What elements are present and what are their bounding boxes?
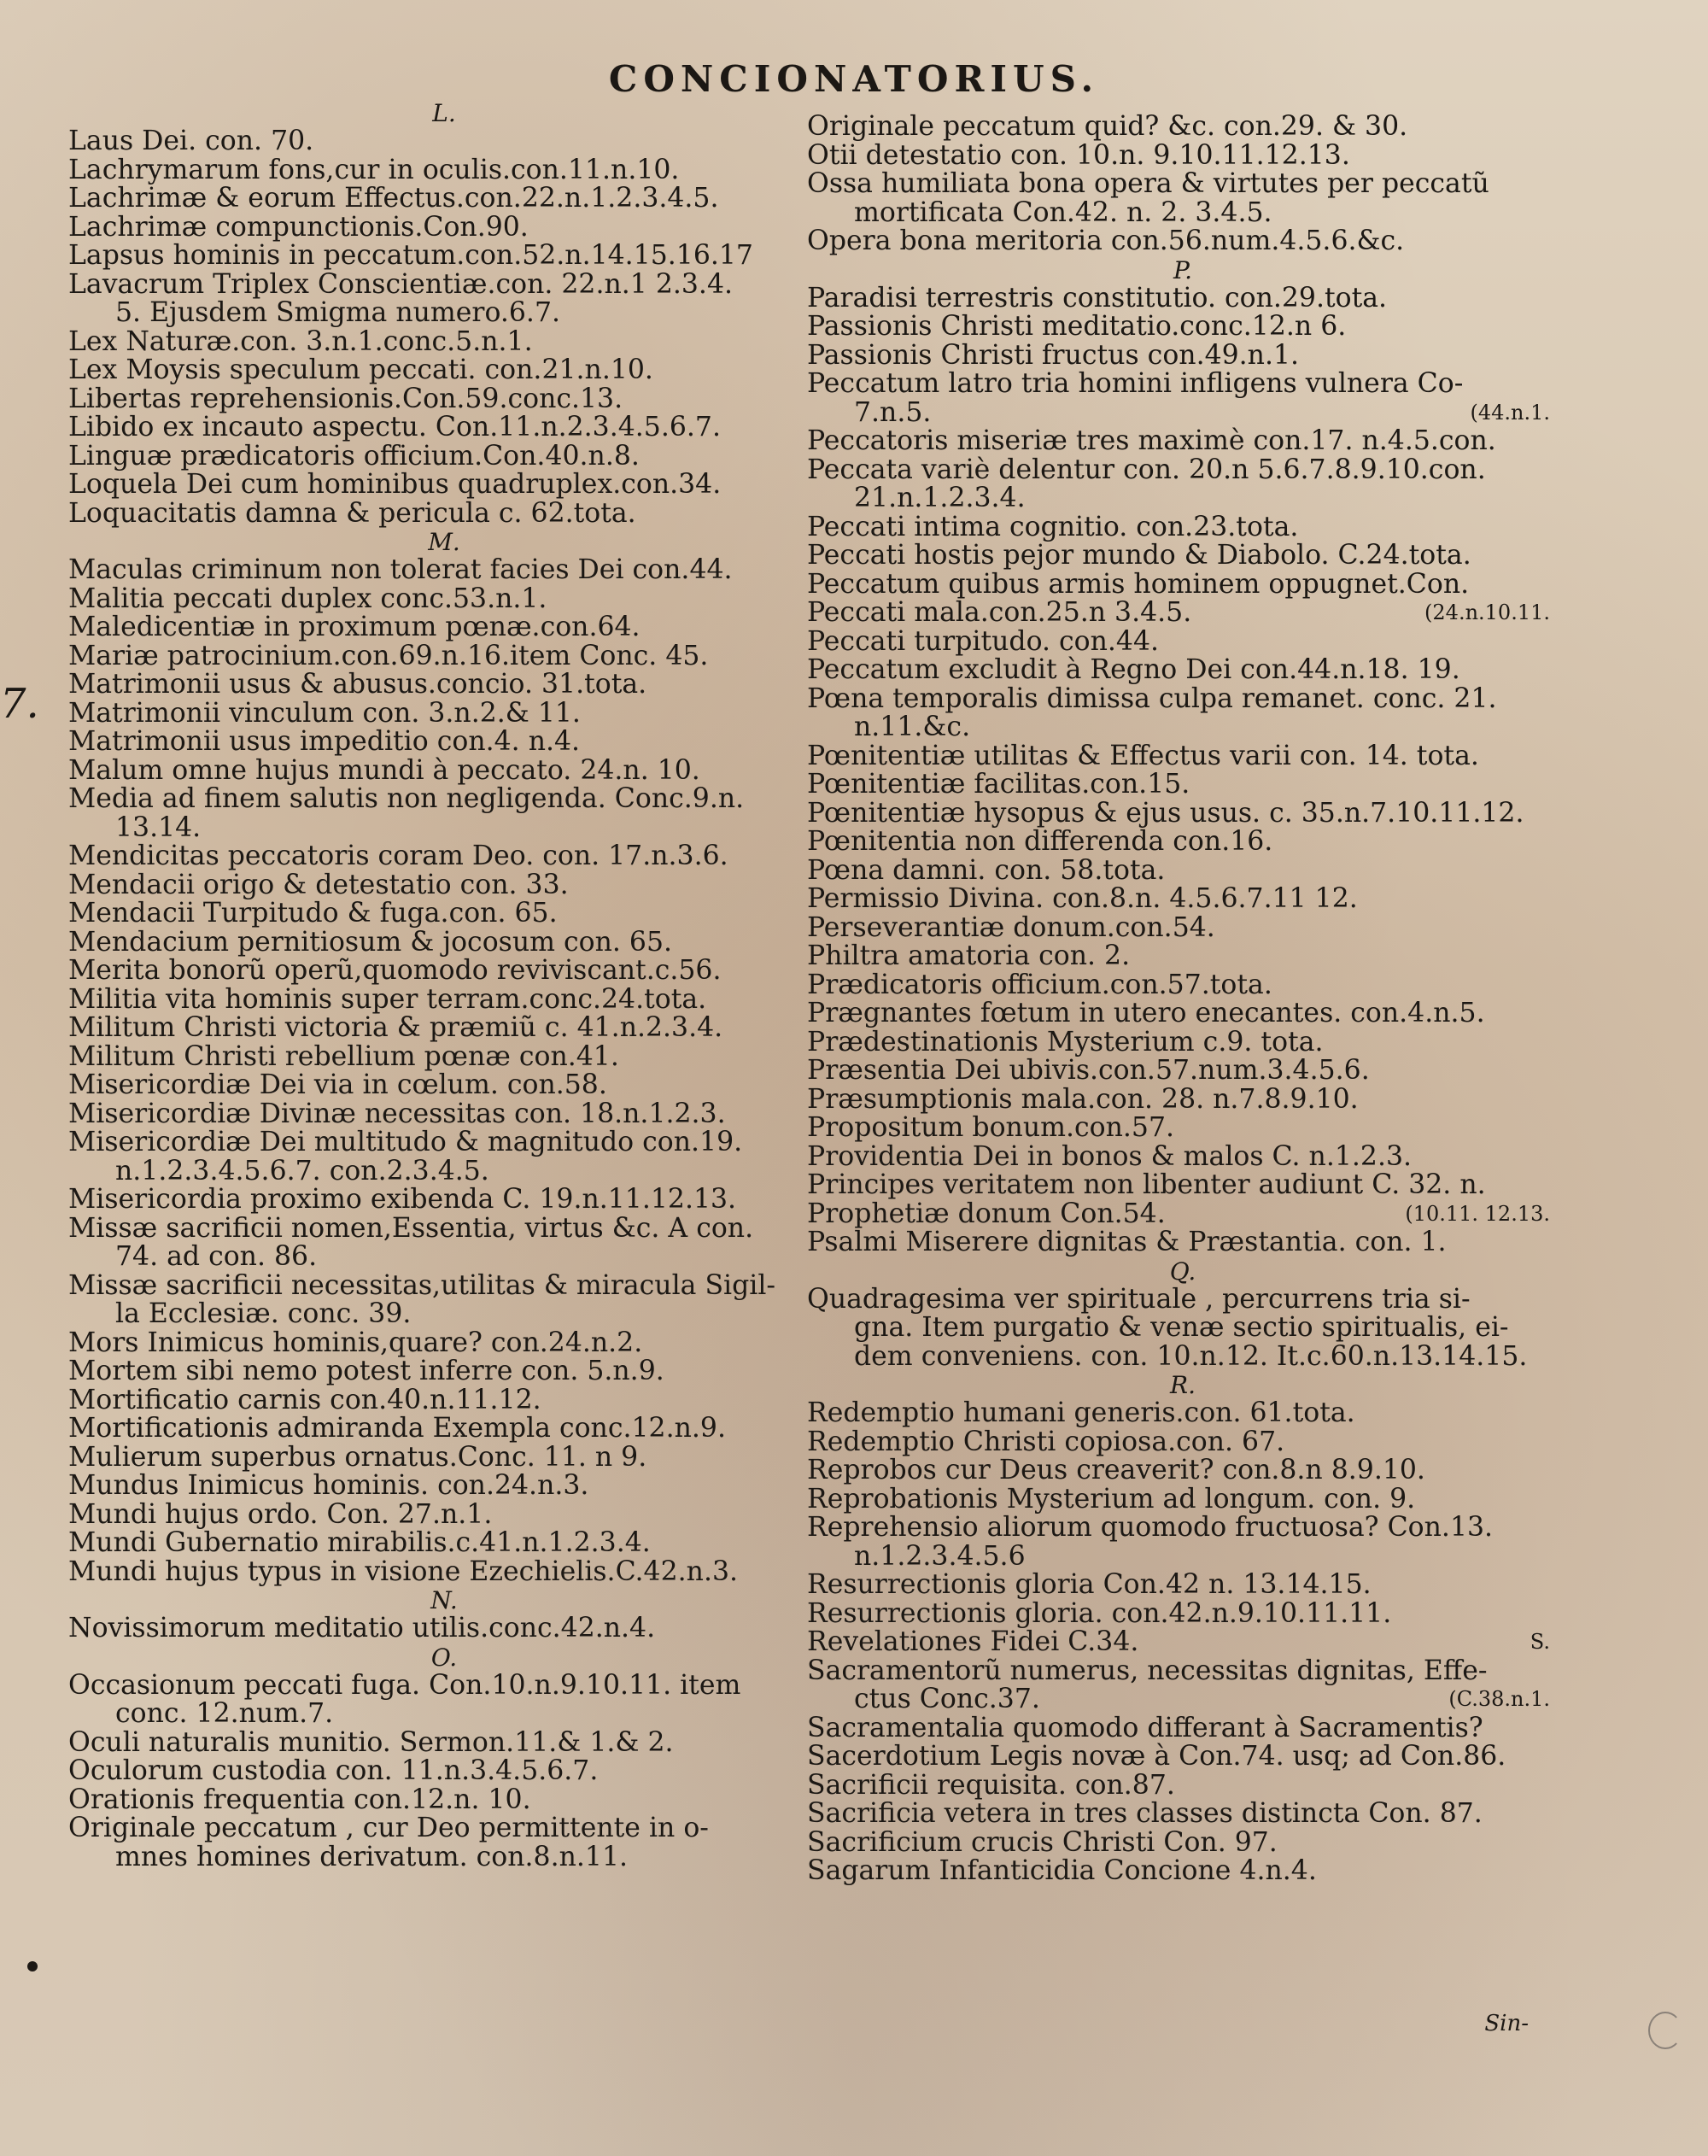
index-entry: [68, 1272, 820, 1301]
index-entry: [68, 413, 820, 442]
entry-text: Providentia Dei in bonos & malos C. n.1.2.3.: [807, 1142, 1413, 1171]
entry-text: Malum omne hujus mundi à peccato. 24.n. 10.: [68, 756, 700, 785]
entry-text: O.: [430, 1643, 458, 1672]
entry-text: Sagarum Infanticidia Concione 4.n.4.: [807, 1857, 1317, 1886]
entry-text: 21.n.1.2.3.4.: [854, 484, 1026, 513]
entry-text: Peccati hostis pejor mundo & Diabolo. C.24.tota.: [807, 542, 1471, 571]
entry-overflow-ref: (44.n.1.: [1470, 400, 1550, 425]
index-entry-continuation: [68, 1157, 820, 1186]
index-entry-continuation: [807, 484, 1559, 513]
entry-text: Philtra amatoria con. 2.: [807, 942, 1131, 971]
index-entry: [807, 1057, 1559, 1086]
index-entry-continuation: [68, 1243, 820, 1272]
index-entry: [807, 170, 1559, 199]
index-entry-continuation: [68, 1700, 820, 1729]
index-entry: [68, 385, 820, 414]
index-entry: [68, 613, 820, 642]
index-entry: [807, 1143, 1559, 1172]
entry-text: Propositum bonum.con.57.: [807, 1114, 1175, 1143]
entry-text: Sacramentalia quomodo differant à Sacramentis?: [807, 1714, 1483, 1743]
entry-text: gna. Item purgatio & venæ sectio spiritualis, ei-: [854, 1314, 1509, 1343]
entry-text: Pœna damni. con. 58.tota.: [807, 856, 1166, 885]
index-entry: [68, 1100, 820, 1129]
index-entry: [68, 1215, 820, 1244]
entry-text: Redemptio Christi copiosa.con. 67.: [807, 1427, 1285, 1456]
index-entry: [68, 1071, 820, 1100]
index-entry: [68, 185, 820, 214]
entry-text: conc. 12.num.7.: [115, 1700, 334, 1729]
entry-text: mnes homines derivatum. con.8.n.11.: [115, 1843, 628, 1872]
entry-text: Prædicatoris officium.con.57.tota.: [807, 970, 1272, 999]
index-entry: [68, 271, 820, 300]
entry-text: Pœnitentiæ utilitas & Effectus varii con. 14. tota.: [807, 741, 1479, 770]
entry-text: Laus Dei. con. 70.: [68, 127, 314, 156]
index-entry-continuation: [68, 1843, 820, 1872]
entry-text: Sacerdotium Legis novæ à Con.74. usq; ad Con.86.: [807, 1743, 1506, 1772]
entry-text: Militum Christi rebellium pœnæ con.41.: [68, 1042, 619, 1071]
entry-text: Orationis frequentia con.12.n. 10.: [68, 1785, 531, 1814]
entry-text: Prophetiæ donum Con.54.: [807, 1199, 1166, 1228]
index-entry: [807, 1714, 1559, 1743]
entry-text: Mundi Gubernatio mirabilis.c.41.n.1.2.3.4.: [68, 1529, 651, 1558]
index-entry: [68, 1529, 820, 1558]
index-entry: [807, 1428, 1559, 1457]
entry-text: Mundi hujus ordo. Con. 27.n.1.: [68, 1500, 493, 1529]
entry-text: Præsentia Dei ubivis.con.57.num.3.4.5.6.: [807, 1057, 1370, 1086]
index-entry: [68, 700, 820, 729]
index-entry: [68, 1386, 820, 1415]
entry-text: Sacramentorũ numerus, necessitas dignitas, Effe-: [807, 1656, 1488, 1685]
index-entry: [807, 427, 1559, 456]
index-entry: [68, 1043, 820, 1072]
entry-text: Reprehensio aliorum quomodo fructuosa? Con.13.: [807, 1514, 1494, 1543]
entry-text: Mors Inimicus hominis,quare? con.24.n.2.: [68, 1328, 643, 1357]
index-entry-continuation: [68, 299, 820, 328]
running-header: CONCIONATORIUS.: [608, 58, 1100, 100]
index-entry: [68, 728, 820, 757]
index-entry: [68, 1472, 820, 1501]
index-entry: [807, 113, 1559, 142]
entry-text: Originale peccatum , cur Deo permittente in o-: [68, 1814, 709, 1843]
entry-text: Opera bona meritoria con.56.num.4.5.6.&c.: [807, 227, 1405, 256]
index-entry: [68, 1357, 820, 1386]
entry-text: n.11.&c.: [854, 713, 971, 742]
entry-text: Lavacrum Triplex Conscientiæ.con. 22.n.1 2.3.4.: [68, 270, 733, 299]
section-letter: [68, 1586, 820, 1614]
entry-text: Mortificationis admiranda Exempla conc.12.n.9.: [68, 1415, 726, 1444]
index-entry: [68, 1614, 820, 1643]
entry-text: L.: [432, 99, 456, 127]
entry-text: Misericordiæ Dei multitudo & magnitudo con.19.: [68, 1128, 743, 1157]
index-entry: [807, 1772, 1559, 1801]
entry-text: Lex Naturæ.con. 3.n.1.conc.5.n.1.: [68, 327, 533, 356]
index-entry: [68, 957, 820, 986]
index-entry: [68, 642, 820, 671]
index-entry: [807, 770, 1559, 800]
entry-text: Lapsus hominis in peccatum.con.52.n.14.15.16.17: [68, 242, 753, 271]
index-entry: [807, 1600, 1559, 1629]
entry-text: Quadragesima ver spirituale , percurrens tria si-: [807, 1285, 1471, 1314]
index-entry: [68, 986, 820, 1015]
index-entry: [807, 742, 1559, 771]
index-entry-continuation: [807, 199, 1559, 228]
entry-text: Malitia peccati duplex conc.53.n.1.: [68, 584, 547, 613]
entry-text: N.: [430, 1586, 458, 1614]
index-entry: [807, 1228, 1559, 1257]
entry-text: Paradisi terrestris constitutio. con.29.tota.: [807, 284, 1388, 313]
index-entry: [807, 971, 1559, 1000]
entry-text: Maledicentiæ in proximum pœnæ.con.64.: [68, 613, 640, 642]
index-entry: [807, 571, 1559, 600]
entry-text: Matrimonii vinculum con. 3.n.2.& 11.: [68, 699, 581, 728]
entry-text: Otii detestatio con. 10.n. 9.10.11.12.13.: [807, 141, 1350, 170]
entry-text: Merita bonorũ operũ,quomodo reviviscant.c.56.: [68, 957, 722, 986]
index-entry: [68, 127, 820, 156]
index-entry: [807, 142, 1559, 171]
entry-text: Lachrymarum fons,cur in oculis.con.11.n.10.: [68, 155, 680, 185]
entry-text: Passionis Christi fructus con.49.n.1.: [807, 341, 1300, 370]
index-entry: [807, 685, 1559, 714]
entry-text: Mortem sibi nemo potest inferre con. 5.n.9.: [68, 1357, 664, 1386]
entry-text: Peccati mala.con.25.n 3.4.5.: [807, 599, 1192, 628]
entry-text: Lachrimæ compunctionis.Con.90.: [68, 213, 529, 242]
index-entry: [68, 442, 820, 472]
entry-text: Matrimonii usus & abusus.concio. 31.tota.: [68, 671, 647, 700]
index-entry: [68, 1444, 820, 1473]
entry-text: Resurrectionis gloria Con.42 n. 13.14.15.: [807, 1571, 1372, 1600]
entry-overflow-ref: S.: [1530, 1630, 1550, 1654]
index-entry: [807, 1114, 1559, 1143]
entry-text: 7.n.5.: [854, 398, 932, 427]
index-entry: [68, 1558, 820, 1587]
index-entry: [68, 1329, 820, 1358]
index-entry: [807, 828, 1559, 857]
entry-text: Mundi hujus typus in visione Ezechielis.C.42.n.3.: [68, 1557, 739, 1586]
entry-text: Libido ex incauto aspectu. Con.11.n.2.3.4.5.6.7.: [68, 413, 721, 442]
entry-text: Q.: [1169, 1257, 1196, 1286]
index-entry: [68, 929, 820, 958]
entry-text: Maculas criminum non tolerat facies Dei con.44.: [68, 556, 733, 585]
section-letter: [807, 256, 1559, 284]
entry-text: Mariæ patrocinium.con.69.n.16.item Conc. 45.: [68, 642, 709, 671]
entry-text: Missæ sacrificii necessitas,utilitas & miracula Sigil-: [68, 1271, 776, 1300]
entry-text: Loquela Dei cum hominibus quadruplex.con.34.: [68, 471, 722, 500]
entry-text: dem conveniens. con. 10.n.12. It.c.60.n.13.14.15.: [854, 1342, 1528, 1371]
index-entry: [807, 370, 1559, 399]
entry-text: la Ecclesiæ. conc. 39.: [115, 1300, 412, 1329]
index-entry: [68, 671, 820, 700]
index-entry: [807, 599, 1559, 628]
index-entry: [807, 656, 1559, 685]
entry-text: Revelationes Fidei C.34.: [807, 1628, 1139, 1657]
entry-text: Oculi naturalis munitio. Sermon.11.& 1.& 2.: [68, 1728, 674, 1757]
entry-overflow-ref: (24.n.10.11.: [1424, 601, 1550, 624]
entry-text: Reprobos cur Deus creaverit? con.8.n 8.9.10.: [807, 1456, 1425, 1485]
index-entry: [68, 156, 820, 185]
index-entry: [68, 1014, 820, 1043]
entry-text: Sacrificia vetera in tres classes distincta Con. 87.: [807, 1800, 1483, 1829]
entry-text: Mundus Inimicus hominis. con.24.n.3.: [68, 1472, 589, 1501]
index-entry: [807, 1456, 1559, 1485]
index-entry: [807, 1800, 1559, 1829]
entry-text: Missæ sacrificii nomen,Essentia, virtus &c. A con.: [68, 1214, 754, 1243]
index-entry: [68, 1757, 820, 1786]
index-entry: [807, 1485, 1559, 1514]
index-entry: [807, 513, 1559, 542]
index-entry: [68, 1186, 820, 1215]
ink-dot: [27, 1961, 38, 1971]
entry-text: Peccati intima cognitio. con.23.tota.: [807, 513, 1299, 542]
index-entry: [807, 1086, 1559, 1115]
entry-text: Mendicitas peccatoris coram Deo. con. 17.n.3.6.: [68, 842, 728, 871]
entry-text: Militia vita hominis super terram.conc.24.tota.: [68, 985, 707, 1014]
index-entry: [68, 1786, 820, 1815]
entry-text: P.: [1173, 255, 1193, 284]
entry-text: Lex Moysis speculum peccati. con.21.n.10.: [68, 356, 653, 385]
entry-text: Permissio Divina. con.8.n. 4.5.6.7.11 12.: [807, 885, 1358, 914]
entry-text: Mulierum superbus ornatus.Conc. 11. n 9.: [68, 1443, 647, 1472]
entry-text: Sacrificii requisita. con.87.: [807, 1771, 1175, 1800]
index-entry: [807, 1857, 1559, 1886]
entry-text: M.: [428, 528, 460, 556]
index-entry-continuation: [807, 399, 1559, 428]
section-letter: [68, 528, 820, 556]
index-entry-continuation: [68, 814, 820, 843]
entry-text: Originale peccatum quid? &c. con.29. & 30.: [807, 113, 1408, 142]
index-entry: [68, 785, 820, 814]
entry-text: ctus Conc.37.: [854, 1685, 1040, 1714]
entry-text: Misericordiæ Dei via in cœlum. con.58.: [68, 1071, 607, 1100]
index-entry-continuation: [807, 713, 1559, 742]
index-entry: [807, 313, 1559, 342]
index-entry: [68, 1729, 820, 1758]
index-entry: [807, 284, 1559, 313]
index-entry: [68, 899, 820, 929]
index-entry: [68, 585, 820, 614]
index-entry: [68, 356, 820, 385]
index-entry: [68, 842, 820, 871]
index-entry: [68, 871, 820, 900]
entry-text: Mendacium pernitiosum & jocosum con. 65.: [68, 928, 673, 957]
entry-text: Peccatum latro tria homini infligens vulnera Co-: [807, 370, 1464, 399]
section-letter: [807, 1257, 1559, 1286]
index-entry: [807, 800, 1559, 829]
entry-text: n.1.2.3.4.5.6: [854, 1542, 1026, 1571]
entry-text: Militum Christi victoria & præmiũ c. 41.n.2.3.4.: [68, 1014, 723, 1043]
entry-text: 74. ad con. 86.: [115, 1243, 318, 1272]
index-entry: [807, 1200, 1559, 1229]
index-entry: [68, 242, 820, 271]
index-column-right: [807, 113, 1559, 1886]
index-entry: [807, 542, 1559, 571]
index-entry: [807, 456, 1559, 485]
index-entry-continuation: [807, 1343, 1559, 1372]
entry-text: Resurrectionis gloria. con.42.n.9.10.11.11.: [807, 1599, 1392, 1628]
entry-text: Redemptio humani generis.con. 61.tota.: [807, 1399, 1355, 1428]
corner-stain-mark: [1648, 2012, 1682, 2049]
entry-text: Pœnitentiæ facilitas.con.15.: [807, 770, 1190, 800]
index-entry: [807, 1286, 1559, 1315]
index-entry: [807, 1028, 1559, 1057]
entry-text: R.: [1170, 1371, 1196, 1399]
entry-text: Misericordiæ Divinæ necessitas con. 18.n.1.2.3.: [68, 1099, 726, 1128]
index-entry: [807, 999, 1559, 1028]
section-letter: [807, 1371, 1559, 1399]
index-entry: [807, 1829, 1559, 1858]
entry-text: Peccatum quibus armis hominem oppugnet.Con.: [807, 570, 1470, 599]
index-entry: [807, 1571, 1559, 1600]
index-entry: [807, 857, 1559, 886]
entry-text: 13.14.: [115, 813, 202, 842]
entry-text: Libertas reprehensionis.Con.59.conc.13.: [68, 384, 623, 413]
entry-text: Pœna temporalis dimissa culpa remanet. conc. 21.: [807, 684, 1497, 713]
entry-text: Oculorum custodia con. 11.n.3.4.5.6.7.: [68, 1757, 599, 1786]
entry-text: Peccati turpitudo. con.44.: [807, 627, 1160, 656]
entry-text: Principes veritatem non libenter audiunt C. 32. n.: [807, 1171, 1486, 1200]
index-entry: [68, 1128, 820, 1157]
index-entry: [807, 1514, 1559, 1543]
entry-text: mortificata Con.42. n. 2. 3.4.5.: [854, 198, 1272, 227]
catchword: Sin-: [1484, 2011, 1529, 2036]
entry-overflow-ref: (10.11. 12.13.: [1405, 1201, 1550, 1226]
section-letter: [68, 1643, 820, 1672]
entry-text: Prædestinationis Mysterium c.9. tota.: [807, 1028, 1324, 1057]
index-entry: [68, 1415, 820, 1444]
index-entry: [68, 328, 820, 357]
index-entry: [807, 885, 1559, 914]
index-entry: [807, 227, 1559, 256]
index-entry: [807, 1399, 1559, 1428]
index-entry-continuation: [807, 1314, 1559, 1343]
index-entry: [807, 1657, 1559, 1686]
index-entry: [68, 1672, 820, 1701]
index-entry-continuation: [807, 1543, 1559, 1572]
entry-text: Peccatoris miseriæ tres maximè con.17. n.4.5.con.: [807, 427, 1496, 456]
entry-text: Mortificatio carnis con.40.n.11.12.: [68, 1386, 541, 1415]
entry-text: Peccata variè delentur con. 20.n 5.6.7.8.9.10.con.: [807, 455, 1486, 484]
index-entry: [68, 500, 820, 529]
entry-text: Præsumptionis mala.con. 28. n.7.8.9.10.: [807, 1085, 1359, 1114]
entry-text: Passionis Christi meditatio.conc.12.n 6.: [807, 313, 1347, 342]
index-entry: [68, 1814, 820, 1843]
index-entry-continuation: [807, 1685, 1559, 1714]
section-letter: [68, 99, 820, 127]
entry-text: n.1.2.3.4.5.6.7. con.2.3.4.5.: [115, 1157, 489, 1186]
entry-text: Matrimonii usus impeditio con.4. n.4.: [68, 728, 581, 757]
entry-text: Media ad finem salutis non negligenda. Conc.9.n.: [68, 785, 745, 814]
index-entry: [807, 942, 1559, 971]
entry-text: Novissimorum meditatio utilis.conc.42.n.4.: [68, 1614, 656, 1643]
index-column-left: [68, 99, 820, 1872]
index-entry: [68, 214, 820, 243]
entry-overflow-ref: (C.38.n.1.: [1448, 1687, 1550, 1711]
index-entry: [68, 757, 820, 786]
index-entry: [807, 914, 1559, 943]
index-entry: [807, 342, 1559, 371]
entry-text: Peccatum excludit à Regno Dei con.44.n.18. 19.: [807, 656, 1460, 685]
entry-text: Pœnitentia non differenda con.16.: [807, 828, 1273, 857]
entry-text: 5. Ejusdem Smigma numero.6.7.: [115, 299, 560, 328]
entry-text: Mendacii origo & detestatio con. 33.: [68, 870, 569, 899]
index-entry: [807, 1743, 1559, 1772]
entry-text: Misericordia proximo exibenda C. 19.n.11.12.13.: [68, 1186, 737, 1215]
entry-text: Perseverantiæ donum.con.54.: [807, 913, 1215, 942]
entry-text: Ossa humiliata bona opera & virtutes per peccatũ: [807, 170, 1489, 199]
index-entry: [68, 471, 820, 500]
entry-text: Lachrimæ & eorum Effectus.con.22.n.1.2.3.4.5.: [68, 185, 719, 214]
index-entry: [68, 1501, 820, 1530]
entry-text: Reprobationis Mysterium ad longum. con. 9.: [807, 1485, 1416, 1514]
entry-text: Occasionum peccati fuga. Con.10.n.9.10.11. item: [68, 1671, 741, 1700]
margin-mark: 7.: [0, 680, 39, 728]
index-entry: [807, 1628, 1559, 1657]
entry-text: Pœnitentiæ hysopus & ejus usus. c. 35.n.7.10.11.12.: [807, 799, 1524, 828]
entry-text: Prægnantes fœtum in utero enecantes. con.4.n.5.: [807, 999, 1485, 1028]
entry-text: Sacrificium crucis Christi Con. 97.: [807, 1828, 1278, 1857]
entry-text: Loquacitatis damna & pericula c. 62.tota.: [68, 499, 636, 528]
entry-text: Psalmi Miserere dignitas & Præstantia. con. 1.: [807, 1228, 1447, 1257]
entry-text: Linguæ prædicatoris officium.Con.40.n.8.: [68, 442, 640, 471]
index-entry: [68, 556, 820, 585]
index-entry-continuation: [68, 1300, 820, 1329]
index-entry: [807, 628, 1559, 657]
index-entry: [807, 1171, 1559, 1200]
entry-text: Mendacii Turpitudo & fuga.con. 65.: [68, 899, 558, 929]
